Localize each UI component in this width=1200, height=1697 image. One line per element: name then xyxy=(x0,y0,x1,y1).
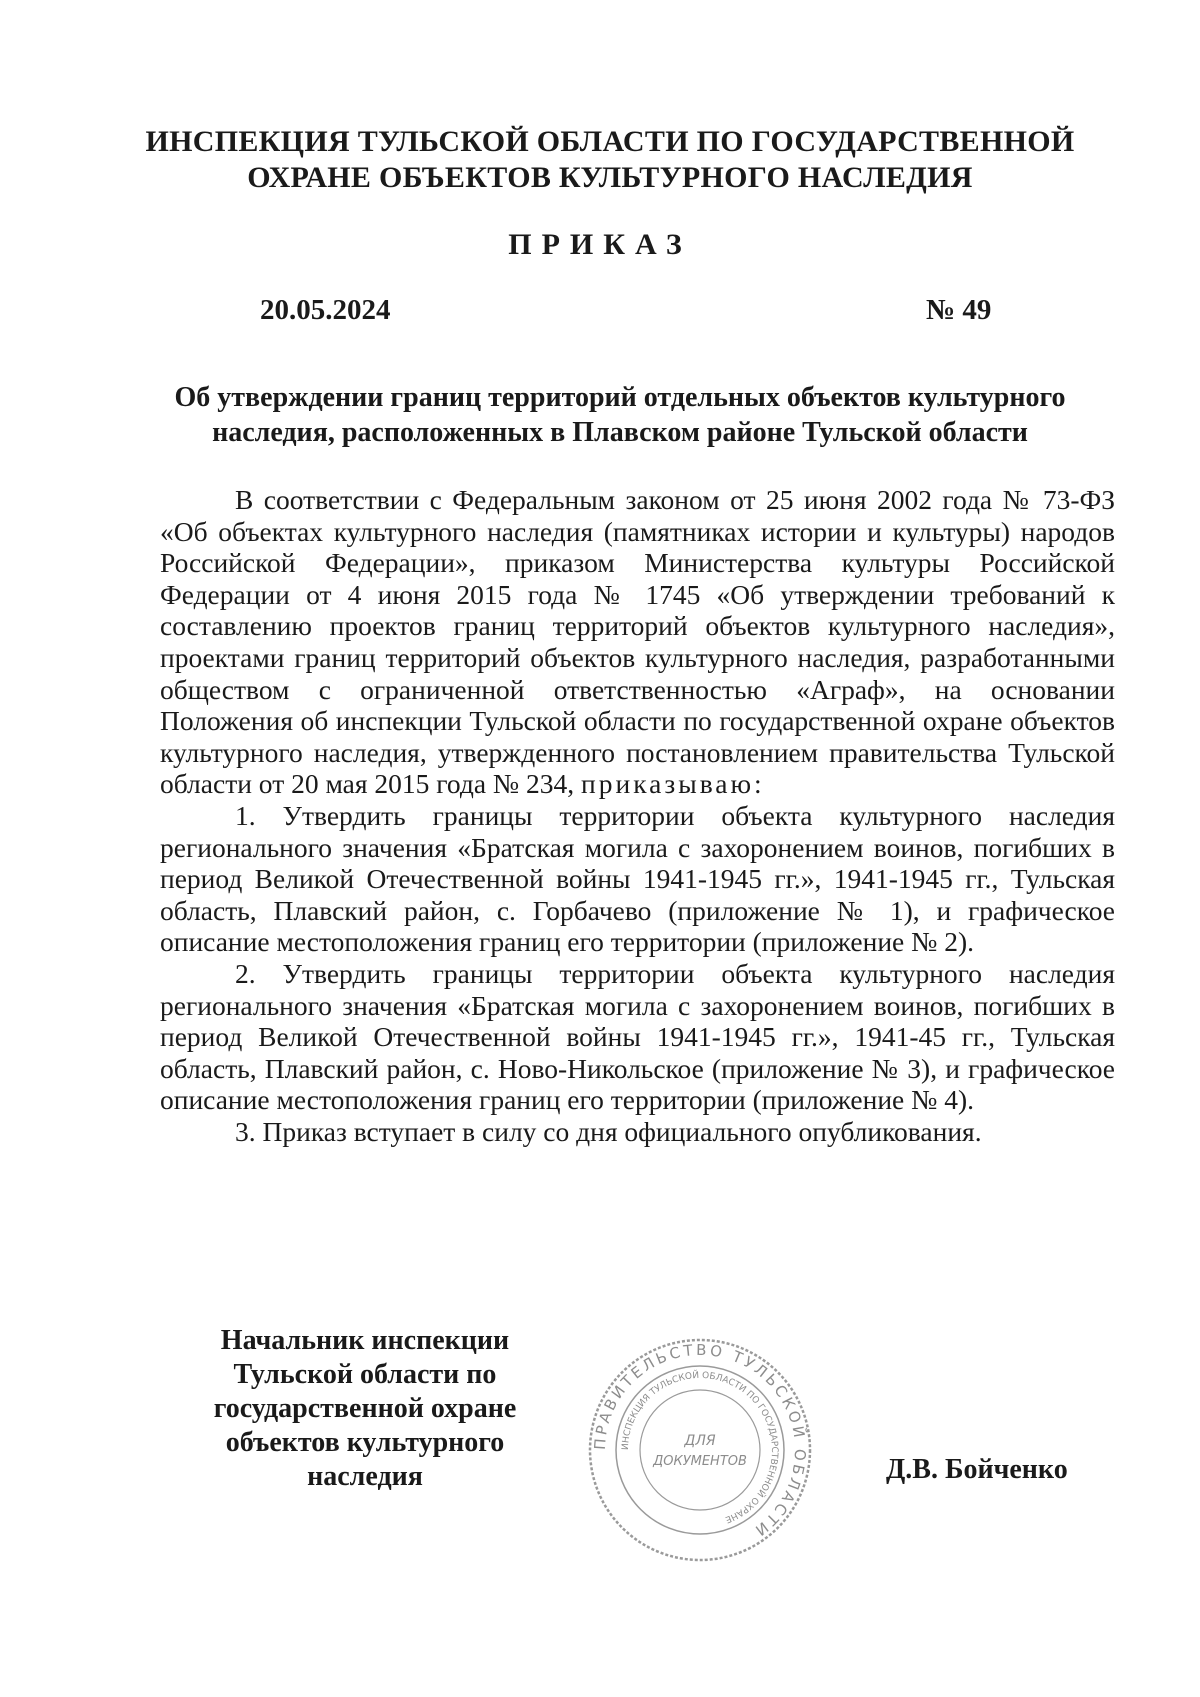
order-subject xyxy=(150,380,1090,450)
seal-center-line-2: ДОКУМЕНТОВ xyxy=(653,1454,747,1469)
signatory-title-line-2: Тульской области по xyxy=(233,1359,497,1390)
document-type: ПРИКАЗ xyxy=(508,228,692,261)
order-item-1: 1. Утвердить границы территории объекта культурного наследия регионального значения «Братская могила с захоронением воинов, погибших в период Великой Отечественной войны 1941-1945 гг.», 1941-1945 гг., Тульская область, Плавский район, с. Горбачево (приложение № 1), и графическое описание местоположения границ его территории (приложение № 2). xyxy=(160,799,1115,958)
signatory-title-line-1: Начальник инспекции xyxy=(220,1325,510,1356)
org-line-1: ИНСПЕКЦИЯ ТУЛЬСКОЙ ОБЛАСТИ ПО ГОСУДАРСТВЕННОЙ xyxy=(145,125,1075,158)
signatory-name: Д.В. Бойченко xyxy=(886,1454,1068,1485)
seal-center-line-1: ДЛЯ xyxy=(684,1433,716,1449)
subject-line-2: наследия, расположенных в Плавском районе Тульской области xyxy=(212,417,1028,448)
preamble-paragraph xyxy=(160,484,1115,800)
order-item-3: 3. Приказ вступает в силу со дня официального опубликования. xyxy=(235,1115,982,1147)
order-date: 20.05.2024 xyxy=(260,294,391,326)
seal-outer-text: ПРАВИТЕЛЬСТВО ТУЛЬСКОЙ ОБЛАСТИ xyxy=(590,1340,810,1542)
signatory-title-line-4: объектов культурного xyxy=(225,1427,505,1458)
subject-line-1: Об утверждении границ территорий отдельных объектов культурного xyxy=(174,382,1066,413)
signatory-title-line-5: наследия xyxy=(307,1461,423,1492)
official-seal xyxy=(585,1335,815,1565)
preamble-text: В соответствии с Федеральным законом от 25 июня 2002 года № 73-ФЗ «Об объектах культурного наследия (памятниках истории и культуры) народов Российской Федерации», приказом Министерства культуры Российской Федерации от 4 июня 2015 года № 1745 «Об утверждении требований к составлению проектов границ территорий объектов культурного наследия», проектами границ территорий объектов культурного наследия, разработанными обществом с ограниченной ответственностью «Аграф», на основании Положения об инспекции Тульской области по государственной охране объектов культурного наследия, утвержденного постановлением правительства Тульской области от 20 мая 2015 года № 234, xyxy=(160,484,1115,800)
order-item-2: 2. Утвердить границы территории объекта культурного наследия регионального значения «Братская могила с захоронением воинов, погибших в период Великой Отечественной войны 1941-1945 гг.», 1941-45 гг., Тульская область, Плавский район, с. Ново-Никольское (приложение № 3), и графическое описание местоположения границ его территории (приложение № 4). xyxy=(160,957,1115,1116)
org-line-2: ОХРАНЕ ОБЪЕКТОВ КУЛЬТУРНОГО НАСЛЕДИЯ xyxy=(247,161,973,194)
order-number: № 49 xyxy=(926,294,992,326)
seal-inner-text: ИНСПЕКЦИЯ ТУЛЬСКОЙ ОБЛАСТИ ПО ГОСУДАРСТВЕННОЙ ОХРАНЕ xyxy=(620,1370,780,1525)
organization-heading xyxy=(140,124,1080,196)
signatory-title xyxy=(190,1324,540,1494)
order-body xyxy=(160,484,1115,1147)
order-verb: приказываю: xyxy=(581,768,765,800)
signatory-title-line-3: государственной охране xyxy=(213,1393,517,1424)
